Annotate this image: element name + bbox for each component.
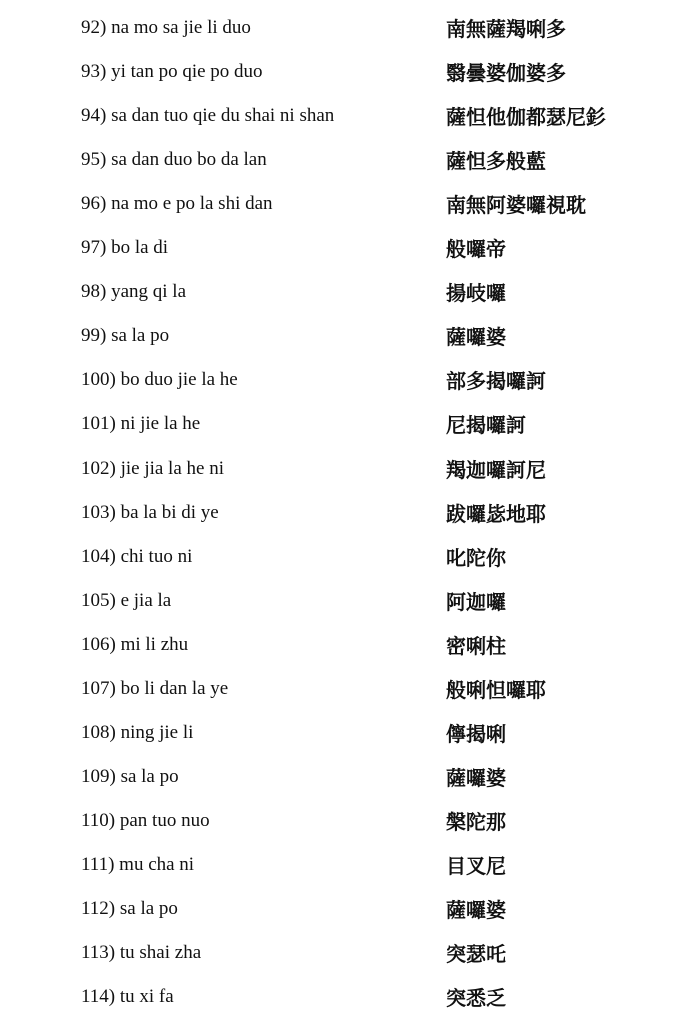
chinese-text: 叱陀你 — [446, 546, 506, 570]
mantra-line — [0, 101, 698, 131]
chinese-text: 薩囉婆 — [446, 898, 506, 922]
mantra-line — [0, 409, 698, 439]
mantra-line — [0, 233, 698, 263]
mantra-line — [0, 365, 698, 395]
chinese-text: 目叉尼 — [446, 854, 506, 878]
pinyin-text: 97) bo la di — [81, 237, 169, 258]
mantra-line — [0, 586, 698, 616]
chinese-text: 薩囉婆 — [446, 766, 506, 790]
mantra-line — [0, 542, 698, 572]
chinese-text: 部多揭囉訶 — [446, 369, 546, 393]
mantra-line — [0, 762, 698, 792]
pinyin-text: 107) bo li dan la ye — [81, 678, 229, 699]
pinyin-text: 103) ba la bi di ye — [81, 502, 219, 523]
chinese-text: 薩怛多般藍 — [446, 149, 546, 173]
chinese-text: 阿迦囉 — [446, 590, 506, 614]
mantra-line — [0, 145, 698, 175]
pinyin-text: 102) jie jia la he ni — [81, 458, 224, 479]
mantra-line — [0, 806, 698, 836]
chinese-text: 密唎柱 — [446, 634, 506, 658]
chinese-text: 跋囉毖地耶 — [446, 502, 546, 526]
pinyin-text: 105) e jia la — [81, 590, 172, 611]
pinyin-text: 109) sa la po — [81, 766, 179, 787]
mantra-line — [0, 894, 698, 924]
chinese-text: 般唎怛囉耶 — [446, 678, 546, 702]
pinyin-text: 113) tu shai zha — [81, 942, 202, 963]
chinese-text: 翳曇婆伽婆多 — [446, 61, 566, 85]
pinyin-text: 106) mi li zhu — [81, 634, 189, 655]
chinese-text: 槃陀那 — [446, 810, 506, 834]
mantra-line — [0, 674, 698, 704]
pinyin-text: 112) sa la po — [81, 898, 178, 919]
mantra-line — [0, 850, 698, 880]
chinese-text: 揚岐囉 — [446, 281, 506, 305]
pinyin-text: 111) mu cha ni — [81, 854, 195, 875]
mantra-line — [0, 630, 698, 660]
pinyin-text: 96) na mo e po la shi dan — [81, 193, 273, 214]
pinyin-text: 95) sa dan duo bo da lan — [81, 149, 267, 170]
pinyin-text: 93) yi tan po qie po duo — [81, 61, 263, 82]
pinyin-text: 99) sa la po — [81, 325, 170, 346]
mantra-line — [0, 57, 698, 87]
pinyin-text: 98) yang qi la — [81, 281, 187, 302]
chinese-text: 薩怛他伽都瑟尼釤 — [446, 105, 606, 129]
mantra-line — [0, 189, 698, 219]
mantra-line — [0, 277, 698, 307]
chinese-text: 南無薩羯唎多 — [446, 17, 566, 41]
chinese-text: 般囉帝 — [446, 237, 506, 261]
chinese-text: 突瑟吒 — [446, 942, 506, 966]
pinyin-text: 101) ni jie la he — [81, 413, 201, 434]
pinyin-text: 92) na mo sa jie li duo — [81, 17, 251, 38]
pinyin-text: 94) sa dan tuo qie du shai ni shan — [81, 105, 335, 126]
pinyin-text: 108) ning jie li — [81, 722, 194, 743]
mantra-line — [0, 454, 698, 484]
chinese-text: 薩囉婆 — [446, 325, 506, 349]
chinese-text: 尼揭囉訶 — [446, 413, 526, 437]
mantra-line — [0, 13, 698, 43]
mantra-line — [0, 498, 698, 528]
mantra-line — [0, 321, 698, 351]
mantra-line — [0, 982, 698, 1012]
chinese-text: 羯迦囉訶尼 — [446, 458, 546, 482]
mantra-line — [0, 718, 698, 748]
pinyin-text: 110) pan tuo nuo — [81, 810, 210, 831]
chinese-text: 儜揭唎 — [446, 722, 506, 746]
pinyin-text: 114) tu xi fa — [81, 986, 174, 1007]
chinese-text: 突悉乏 — [446, 986, 506, 1010]
mantra-line — [0, 938, 698, 968]
chinese-text: 南無阿婆囉視耽 — [446, 193, 586, 217]
pinyin-text: 104) chi tuo ni — [81, 546, 193, 567]
pinyin-text: 100) bo duo jie la he — [81, 369, 238, 390]
